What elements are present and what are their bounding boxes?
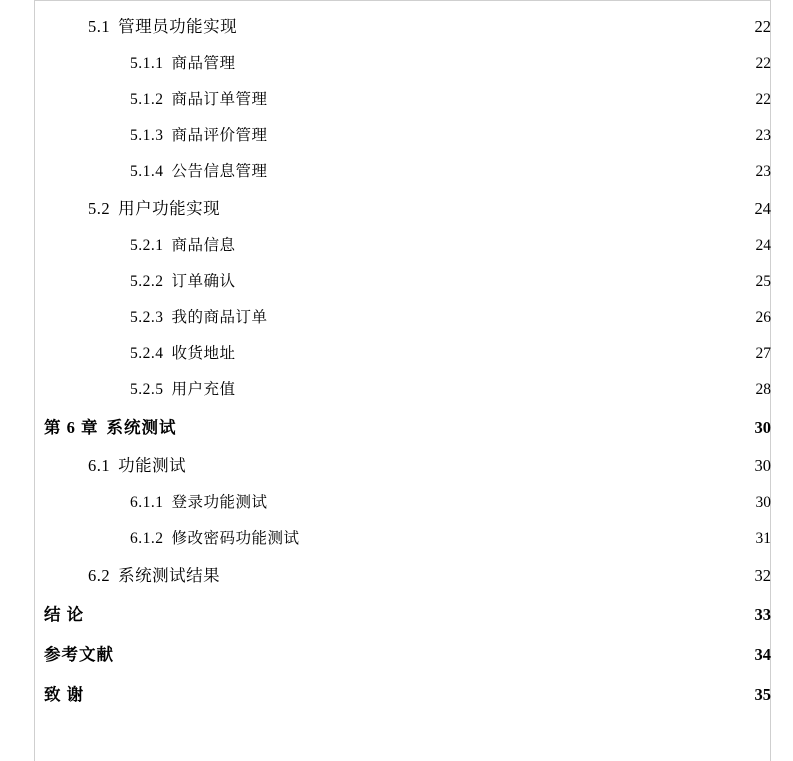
toc-entry-page-number: 35 (754, 685, 771, 704)
toc-entry-label: 系统测试 (106, 418, 177, 437)
toc-entry-page-number: 31 (755, 530, 771, 547)
toc-entry[interactable] (34, 408, 771, 447)
toc-entry[interactable] (34, 82, 771, 118)
toc-entry[interactable] (34, 595, 771, 635)
toc-entry[interactable] (34, 447, 771, 485)
toc-entry-label: 公告信息管理 (171, 163, 268, 180)
toc-entry-label: 商品管理 (171, 55, 236, 72)
toc-entry-number: 5.1.2 (130, 91, 164, 108)
toc-entry-page-number: 30 (755, 494, 771, 511)
toc-entry-title (130, 485, 268, 521)
toc-entry-title (130, 521, 300, 557)
toc-entry-title (130, 264, 236, 300)
toc-entry[interactable] (34, 264, 771, 300)
toc-entry-title (88, 557, 220, 595)
toc-entry-page-number: 33 (754, 605, 771, 624)
toc-entry-title (130, 82, 268, 118)
toc-entry-number: 第 6 章 (44, 418, 99, 437)
toc-entry[interactable] (34, 521, 771, 557)
toc-entry-label: 商品订单管理 (171, 91, 268, 108)
toc-entry[interactable] (34, 485, 771, 521)
toc-entry-number: 6.1.1 (130, 494, 164, 511)
toc-entry-label: 参考文献 (44, 645, 114, 664)
toc-entry[interactable] (34, 190, 771, 228)
toc-entry-number: 5.2.5 (130, 381, 164, 398)
toc-entry-title (44, 675, 84, 715)
toc-entry-label: 收货地址 (171, 345, 236, 362)
toc-entry-label: 管理员功能实现 (118, 17, 238, 36)
toc-entry-label: 功能测试 (118, 456, 187, 475)
toc-entry-page-number: 24 (754, 199, 771, 218)
toc-entry-number: 5.2.4 (130, 345, 164, 362)
toc-entry[interactable] (34, 154, 771, 190)
toc-entry-label: 系统测试结果 (118, 566, 221, 585)
toc-entry-page-number: 22 (755, 55, 771, 72)
toc-entry[interactable] (34, 372, 771, 408)
toc-entry-page-number: 26 (755, 309, 771, 326)
toc-entry-page-number: 30 (754, 456, 771, 475)
toc-entry[interactable] (34, 336, 771, 372)
toc-entry-title (88, 190, 220, 228)
page-top-border (34, 0, 771, 1)
toc-entry-label: 致 谢 (44, 685, 85, 704)
toc-entry[interactable] (34, 118, 771, 154)
table-of-contents (34, 8, 771, 715)
toc-entry-page-number: 32 (754, 566, 771, 585)
toc-entry-label: 用户功能实现 (118, 199, 221, 218)
toc-entry-label: 用户充值 (171, 381, 236, 398)
toc-entry[interactable] (34, 300, 771, 336)
toc-entry-page-number: 27 (755, 345, 771, 362)
toc-entry-number: 5.1.4 (130, 163, 164, 180)
toc-entry-page-number: 28 (755, 381, 771, 398)
toc-entry-label: 我的商品订单 (171, 309, 268, 326)
toc-entry-number: 5.1.3 (130, 127, 164, 144)
toc-entry-page-number: 22 (754, 17, 771, 36)
toc-entry[interactable] (34, 46, 771, 82)
toc-entry-title (130, 118, 268, 154)
toc-entry-number: 5.2.3 (130, 309, 164, 326)
toc-entry-title (130, 228, 236, 264)
toc-entry[interactable] (34, 228, 771, 264)
toc-entry-title (130, 336, 236, 372)
toc-entry-page-number: 25 (755, 273, 771, 290)
toc-entry-number: 6.1.2 (130, 530, 164, 547)
toc-entry-page-number: 24 (755, 237, 771, 254)
toc-entry-title (44, 635, 114, 675)
toc-entry-title (88, 447, 186, 485)
toc-entry-number: 5.1 (88, 17, 111, 36)
toc-entry-title (130, 46, 236, 82)
toc-entry[interactable] (34, 557, 771, 595)
toc-entry-number: 5.2.1 (130, 237, 164, 254)
toc-entry-title (88, 8, 237, 46)
toc-entry-label: 结 论 (44, 605, 85, 624)
toc-entry-label: 登录功能测试 (171, 494, 268, 511)
toc-entry-number: 5.2.2 (130, 273, 164, 290)
toc-entry-label: 商品信息 (171, 237, 236, 254)
toc-entry-title (44, 595, 84, 635)
toc-entry-title (130, 372, 236, 408)
toc-entry-page-number: 34 (754, 645, 771, 664)
toc-entry-number: 6.2 (88, 566, 111, 585)
toc-entry-page-number: 23 (755, 127, 771, 144)
toc-entry-label: 修改密码功能测试 (171, 530, 300, 547)
toc-entry-title (130, 154, 268, 190)
toc-entry-page-number: 22 (755, 91, 771, 108)
toc-entry-number: 5.2 (88, 199, 111, 218)
toc-entry-title (130, 300, 268, 336)
toc-entry-number: 5.1.1 (130, 55, 164, 72)
toc-entry-number: 6.1 (88, 456, 111, 475)
toc-entry-page-number: 30 (754, 418, 771, 437)
toc-entry[interactable] (34, 635, 771, 675)
toc-entry[interactable] (34, 675, 771, 715)
toc-entry[interactable] (34, 8, 771, 46)
toc-entry-page-number: 23 (755, 163, 771, 180)
toc-entry-label: 订单确认 (171, 273, 236, 290)
toc-entry-label: 商品评价管理 (171, 127, 268, 144)
toc-entry-title (44, 408, 177, 447)
